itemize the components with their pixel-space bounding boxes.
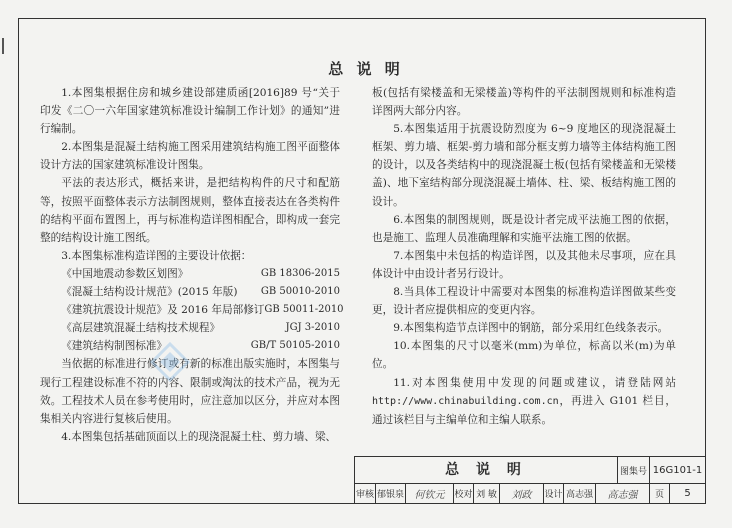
paragraph: 10.本图集的尺寸以毫米(mm)为单位，标高以米(m)为单位。 (372, 340, 676, 371)
citation-code: GB/T 50105-2010 (250, 340, 340, 352)
reviewer-name: 郁银泉 (375, 483, 405, 503)
contact-text: 11.对本图集使用中发现的问题或建议，请登陆网站 (393, 376, 676, 389)
checker-signature: 刘政 (499, 483, 543, 503)
title-block (354, 456, 706, 504)
citation-title: 《高层建筑混凝土结构技术规程》 (61, 322, 221, 335)
paragraph: 4.本图集包括基础顶面以上的现浇混凝土柱、剪力墙、梁、 (61, 430, 337, 443)
design-label: 设计 (543, 483, 563, 503)
citation-title: 《建筑结构制图标准》 (61, 340, 168, 353)
atlas-number-label: 图集号 (617, 457, 649, 483)
binding-margin-mark (2, 38, 10, 54)
paragraph: 8.当具体工程设计中需要对本图集的标准构造详图做某些变更，设计者应提供相应的变更内容。 (372, 286, 676, 317)
title-block-row-title (355, 457, 705, 484)
citation-row (40, 319, 340, 337)
paragraph: 2.本图集是混凝土结构施工图采用建筑结构施工图平面整体设计方法的国家建筑标准设计图集。 (40, 141, 340, 172)
title-block-title: 总 说 明 (445, 462, 527, 478)
designer-name: 高志强 (563, 483, 595, 503)
page-label: 页 (649, 483, 669, 503)
contact-text-end: ，再进入 G101 栏目，通过该栏目与主编单位和主编人联系。 (372, 394, 676, 426)
atlas-number: 16G101-1 (649, 457, 705, 483)
page-number: 5 (669, 483, 705, 503)
citation-code: GB 50011-2010 (264, 304, 344, 316)
paragraph: 7.本图集中未包括的构造详图，以及其他未尽事项，应在具体设计中由设计者另行设计。 (372, 249, 676, 280)
watermark-stamp-icon (150, 342, 190, 382)
citation-code: GB 18306-2015 (260, 267, 340, 279)
citation-row (40, 283, 340, 301)
citation-row (40, 265, 340, 283)
citation-title: 《中国地震动参数区划图》 (61, 267, 189, 280)
checker-name: 刘 敏 (473, 483, 499, 503)
paragraph: 板(包括有梁楼盖和无梁楼盖)等构件的平法制图规则和标准构造详图两大部分内容。 (372, 87, 676, 118)
check-label: 校对 (453, 483, 473, 503)
paragraph: 6.本图集的制图规则，既是设计者完成平法施工图的依据，也是施工、监理人员准确理解和实施平法施工图的依据。 (372, 213, 676, 244)
citation-code: JGJ 3-2010 (285, 322, 340, 334)
paragraph: 9.本图集构造节点详图中的钢筋，部分采用红色线条表示。 (393, 322, 669, 335)
page-title: 总 说 明 (328, 60, 404, 78)
citation-title: 《建筑抗震设计规范》及 2016 年局部修订 (61, 304, 265, 317)
citation-title: 《混凝土结构设计规范》(2015 年版) (61, 286, 238, 299)
right-column (372, 84, 676, 429)
title-block-row-signatures (355, 483, 705, 503)
paragraph: 3.本图集标准构造详图的主要设计依据： (61, 249, 252, 262)
paragraph: 平法的表达形式，概括来讲，是把结构构件的尺寸和配筋等，按照平面整体表示方法制图规则，整体直接表达在各类构件的结构平面布置图上，再与标准构造详图相配合，即构成一套完整的结构设计施工图纸。 (40, 177, 340, 244)
paragraph: 1.本图集根据住房和城乡建设部建质函[2016]89 号“关于印发《二〇一六年国家建筑标准设计编制工作计划》的通知”进行编制。 (40, 87, 340, 136)
citation-code: GB 50010-2010 (260, 286, 340, 298)
citation-row (40, 301, 344, 319)
paragraph-contact (372, 374, 676, 429)
review-label: 审核 (355, 489, 374, 500)
paragraph: 5.本图集适用于抗震设防烈度为 6~9 度地区的现浇混凝土框架、剪力墙、框架-剪力墙和部分框支剪力墙等主体结构施工图的设计，以及各类结构中的现浇混凝土板(包括有梁楼盖和无梁楼盖)、地下室结构部分现浇混凝土墙体、柱、梁、板结构施工图的设计。 (372, 123, 676, 208)
reviewer-signature: 何钦元 (405, 483, 453, 503)
citation-row (40, 337, 340, 355)
left-column (40, 84, 344, 446)
paragraph: 当依据的标准进行修订或有新的标准出版实施时，本图集与现行工程建设标准不符的内容、限制或淘汰的技术产品，视为无效。工程技术人员在参考使用时，应注意加以区分，并应对本图集相关内容进行复核后使用。 (40, 358, 340, 425)
website-link[interactable]: http://www.chinabuilding.com.cn (372, 395, 559, 407)
designer-signature: 高志强 (595, 483, 649, 503)
